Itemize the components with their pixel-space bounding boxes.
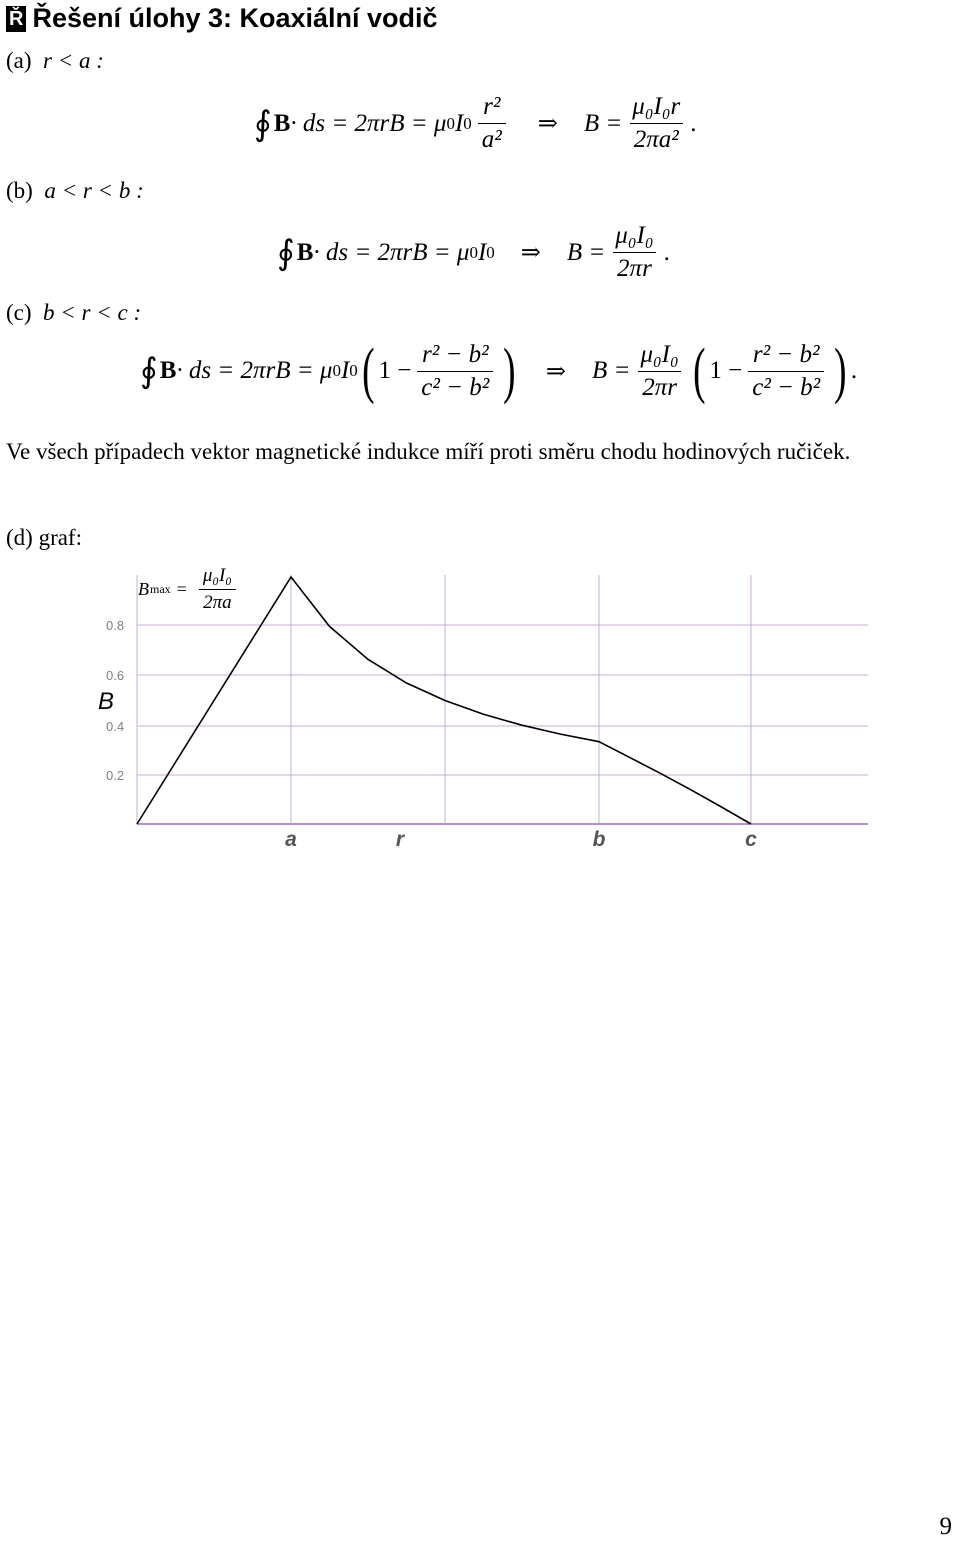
case-b-label (6, 178, 144, 204)
fraction-numerator: r² − b² (421, 340, 489, 368)
x-tick-label: c (745, 828, 757, 851)
current-subscript: 0 (486, 242, 495, 262)
fraction-numerator: μ₀I₀ (640, 340, 679, 368)
conclusion-sentence: Ve všech případech vektor magnetické indukce míří proti směru chodu hodinových ručiček. (6, 439, 851, 464)
fraction-denominator: 2πr (638, 371, 681, 402)
vector-b: B (159, 357, 177, 384)
fraction-denominator: 2πa² (630, 123, 683, 154)
y-tick-label: 0.8 (106, 618, 125, 633)
fraction-denominator: 2πa (199, 589, 236, 614)
implies-arrow: ⇒ (520, 240, 541, 266)
implies-arrow: ⇒ (545, 358, 567, 385)
fraction-numerator: r² (483, 93, 501, 120)
integral-body: · ds = 2πrB = μ (313, 238, 470, 266)
bmax-symbol: B (138, 579, 149, 599)
b-field-chart (0, 560, 960, 860)
case-b-condition: a < r < b : (44, 178, 144, 203)
current-symbol: I (454, 109, 464, 137)
vector-b: B (273, 109, 291, 137)
graph-label: (d) graf: (6, 525, 82, 550)
result-lhs: B = (566, 238, 606, 266)
integral-body: · ds = 2πrB = μ (290, 109, 447, 137)
case-b-tag: (b) (6, 178, 33, 203)
current-symbol: I (340, 357, 350, 384)
result-lhs: B = (592, 357, 631, 384)
y-tick-label: 0.2 (106, 768, 125, 783)
y-axis-label: B (98, 688, 115, 715)
y-tick-label: 0.6 (106, 668, 125, 683)
left-paren: ( (692, 337, 706, 405)
fraction-denominator: c² − b² (748, 371, 824, 402)
integral-body: · ds = 2πrB = μ (176, 357, 333, 384)
equation-c (140, 337, 858, 405)
one-minus: 1 − (709, 357, 743, 384)
fraction-c-right (748, 341, 824, 402)
bmax-subscript: max (150, 582, 171, 596)
mu-subscript: 0 (332, 361, 341, 380)
case-a-tag: (a) (6, 48, 32, 73)
fraction-result-a (628, 93, 684, 154)
fraction-result-b (611, 222, 657, 283)
period: . (663, 238, 670, 266)
case-c-label (6, 300, 141, 326)
x-tick-label: r (395, 828, 405, 851)
fraction-denominator: c² − b² (417, 371, 493, 402)
page-title (6, 3, 438, 34)
vector-b: B (296, 238, 314, 266)
equation-b (277, 222, 670, 283)
period: . (690, 109, 697, 137)
contour-integral-symbol: ∮ (277, 234, 295, 272)
fraction-numerator: r² − b² (752, 340, 820, 368)
case-a-label (6, 48, 104, 74)
x-tick-label: a (285, 828, 297, 851)
fraction-r2-a2 (478, 93, 506, 154)
fraction-numerator: μ₀I₀ (202, 565, 232, 586)
x-tick-labels (285, 828, 757, 851)
contour-integral-symbol: ∮ (140, 353, 158, 390)
x-tick-label: b (592, 828, 606, 851)
case-c-condition: b < r < c : (43, 300, 142, 325)
fraction-numerator: μ₀I₀ (615, 222, 654, 249)
right-paren: ) (503, 337, 516, 405)
equation-a (254, 93, 697, 154)
mu-subscript: 0 (469, 242, 478, 262)
right-paren: ) (834, 337, 847, 405)
page-number: 9 (939, 1513, 952, 1540)
case-a-condition: r < a : (43, 48, 104, 73)
title-badge: Ř (6, 6, 26, 32)
chart-grid (137, 575, 868, 824)
period: . (850, 357, 858, 384)
current-symbol: I (477, 238, 487, 266)
one-minus: 1 − (378, 357, 412, 384)
result-lhs: B = (583, 109, 623, 137)
fraction-result-c (636, 341, 682, 402)
contour-integral-symbol: ∮ (254, 105, 272, 143)
fraction-denominator: 2πr (613, 252, 656, 283)
b-field-curve (137, 577, 751, 824)
current-subscript: 0 (463, 113, 472, 133)
title-text: Řešení úlohy 3: Koaxiální vodič (32, 3, 438, 33)
y-tick-label: 0.4 (106, 719, 125, 734)
bmax-equals: = (176, 579, 187, 599)
case-c-tag: (c) (6, 300, 32, 325)
fraction-numerator: μ₀I₀r (632, 93, 681, 120)
implies-arrow: ⇒ (537, 111, 558, 137)
mu-subscript: 0 (446, 113, 455, 133)
current-subscript: 0 (349, 361, 358, 380)
fraction-c-left (417, 341, 493, 402)
left-paren: ( (361, 337, 375, 405)
fraction-denominator: a² (478, 123, 506, 154)
